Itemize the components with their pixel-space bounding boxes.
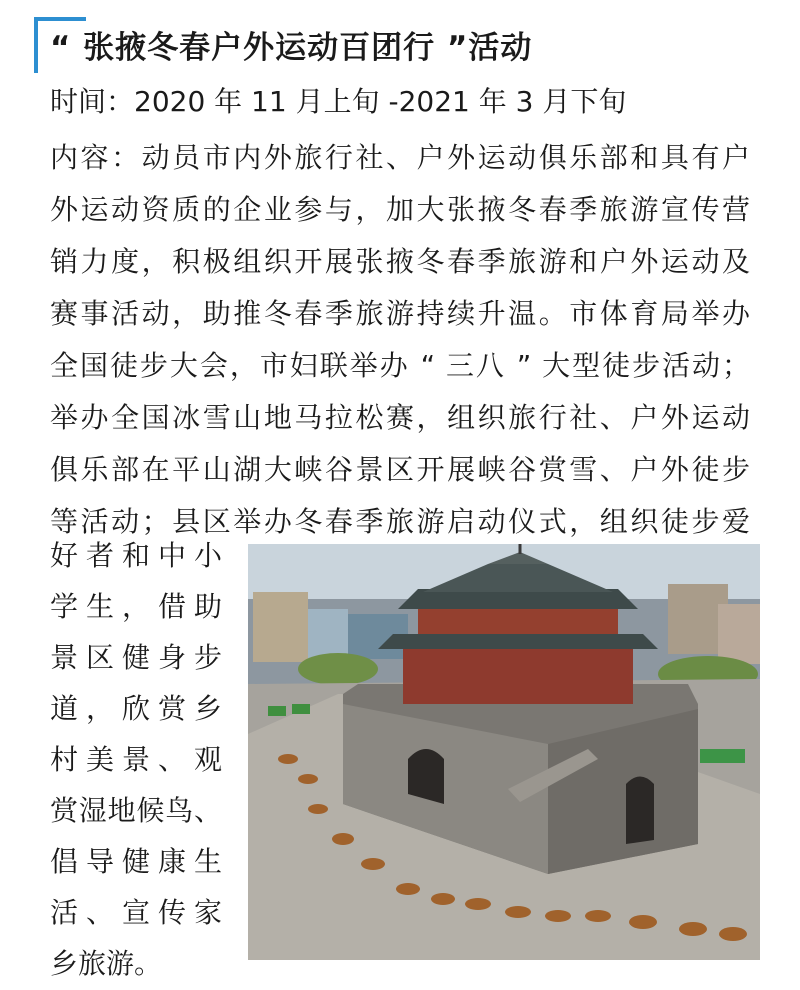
content-line: 好者和中小 (50, 539, 222, 572)
content-line: 倡导健康生 (50, 845, 222, 878)
content-line: 赏湿地候鸟、 (50, 794, 222, 827)
content-line: 道，欣赏乡 (50, 692, 222, 725)
page-title: “ 张掖冬春户外运动百团行 ”活动 (50, 30, 533, 66)
drum-tower-camel-caravan-illustration (248, 544, 760, 960)
content-line: 乡旅游。 (50, 947, 163, 980)
content-side-text (50, 530, 222, 989)
content-paragraph (50, 132, 750, 548)
content-line: 俱乐部在平山湖大峡谷景区开展峡谷赏雪、户外徒步 (50, 453, 750, 486)
content-line: 销力度，积极组织开展张掖冬春季旅游和户外运动及 (50, 245, 750, 278)
content-line: 等活动；县区举办冬春季旅游启动仪式，组织徒步爱 (50, 505, 750, 538)
content-line: 活、宣传家 (50, 896, 222, 929)
content-line: 村美景、观 (50, 743, 222, 776)
content-line: 外运动资质的企业参与，加大张掖冬春季旅游宣传营 (50, 193, 750, 226)
content-line: 学生，借助 (50, 590, 222, 623)
content-line: 全国徒步大会，市妇联举办 “ 三八 ” 大型徒步活动； (50, 349, 750, 382)
activity-time: 时间：2020 年 11 月上旬 -2021 年 3 月下旬 (50, 85, 627, 118)
content-line: 举办全国冰雪山地马拉松赛，组织旅行社、户外运动 (50, 401, 750, 434)
content-line: 景区健身步 (50, 641, 222, 674)
drum-tower-photo (248, 544, 760, 960)
content-line: 赛事活动，助推冬春季旅游持续升温。市体育局举办 (50, 297, 750, 330)
content-line: 内容：动员市内外旅行社、户外运动俱乐部和具有户 (50, 141, 750, 174)
